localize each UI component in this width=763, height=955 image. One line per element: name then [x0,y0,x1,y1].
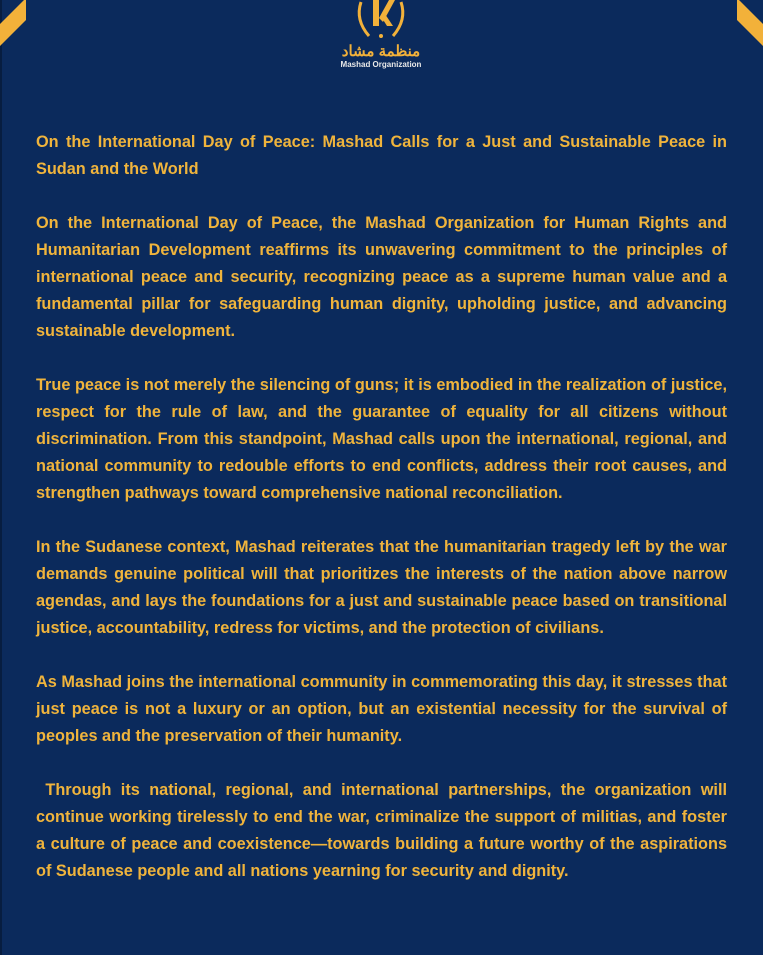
logo-arabic-name: منظمة مشاد [341,43,421,60]
statement-title: On the International Day of Peace: Mashad Calls for a Just and Sustainable Peace in Sudan and the World [36,133,727,178]
corner-stripe-right [737,0,763,50]
laurel-emblem-icon [349,0,413,42]
paragraph: True peace is not merely the silencing of guns; it is embodied in the realization of justice, respect for the rule of law, and the guarantee of equality for all citizens without discrimination. From this standpoint, Mashad calls upon the international, regional, and national community to redouble efforts to end conflicts, address their root causes, and strengthen pathways toward comprehensive national reconciliation. [36,376,727,502]
logo-english-name: Mashad Organization [340,60,422,69]
paragraph: In the Sudanese context, Mashad reiterates that the humanitarian tragedy left by the war demands genuine political will that prioritizes the interests of the nation above narrow agendas, and lays the foundations for a just and sustainable peace based on transitional justice, accountability, redress for victims, and the protection of civilians. [36,538,727,637]
corner-stripe-left [0,0,26,50]
left-edge [0,0,2,955]
organization-logo [331,0,431,78]
statement-body [36,129,732,912]
paragraph: Through its national, regional, and international partnerships, the organization will continue working tirelessly to end the war, criminalize the support of militias, and foster a culture of peace and coexistence—towards building a future worthy of the aspirations of Sudanese people and all nations yearning for security and dignity. [36,781,732,880]
paragraph: On the International Day of Peace, the Mashad Organization for Human Rights and Humanitarian Development reaffirms its unwavering commitment to the principles of international peace and security, recognizing peace as a supreme human value and a fundamental pillar for safeguarding human dignity, upholding justice, and advancing sustainable development. [36,214,727,340]
paragraph: As Mashad joins the international community in commemorating this day, it stresses that just peace is not a luxury or an option, but an existential necessity for the survival of peoples and the preservation of their humanity. [36,673,727,745]
